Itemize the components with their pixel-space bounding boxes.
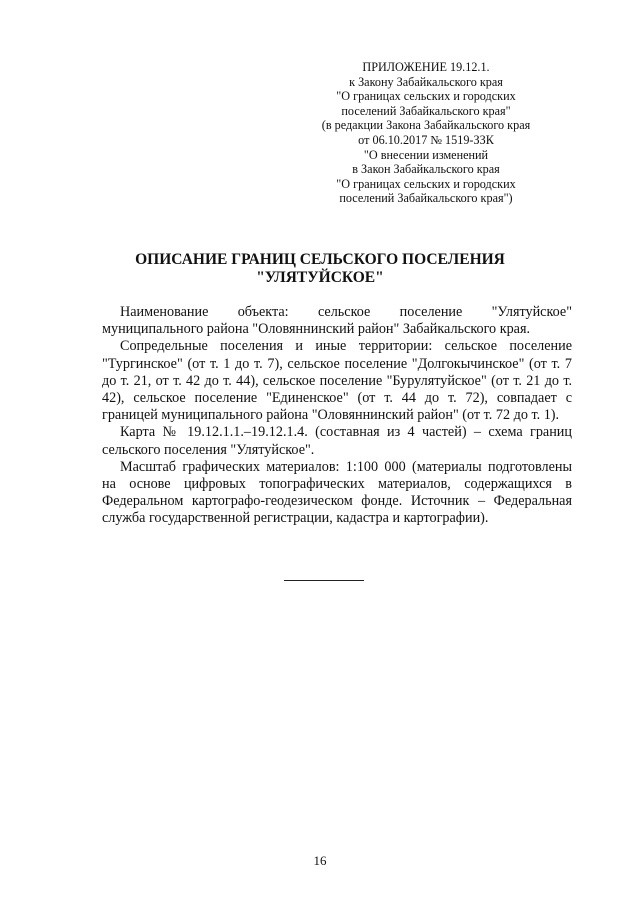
paragraph-object-name: Наименование объекта: сельское поселение "Улятуйское" муниципального района "Оловяннинский район" Забайкальского края. — [102, 304, 572, 338]
paragraph-adjacent-territories: Сопредельные поселения и иные территории: сельское поселение "Тургинское" (от т. 1 до т. 7), сельское поселение "Долгокычинское" (от т. 7 до т. 21, от т. 42 до т. 44), сельское поселение "Бурулятуйское" (от т. 21 до т. 42), сельское поселение "Единенское" (от т. 44 до т. 72), совпадает с границей муниципального района "Оловяннинский район" (от т. 72 до т. 1). — [102, 338, 572, 424]
annex-line: в Закон Забайкальского края — [352, 162, 500, 177]
annex-line: поселений Забайкальского края") — [339, 191, 513, 206]
annex-line: ПРИЛОЖЕНИЕ 19.12.1. — [362, 60, 490, 74]
annex-line: от 06.10.2017 № 1519-ЗЗК — [358, 132, 494, 147]
annex-line: поселений Забайкальского края" — [341, 103, 511, 118]
page-number: 16 — [313, 853, 327, 868]
annex-line: к Закону Забайкальского края — [349, 74, 503, 89]
annex-line: (в редакции Закона Забайкальского края — [321, 118, 531, 133]
paragraph-map-reference: Карта № 19.12.1.1.–19.12.1.4. (составная из 4 частей) – схема границ сельского поселения "Улятуйское". — [102, 424, 572, 458]
separator-line — [284, 580, 364, 581]
annex-header — [300, 60, 552, 206]
title-line-2: "УЛЯТУЙСКОЕ" — [256, 269, 384, 286]
title-line-1: ОПИСАНИЕ ГРАНИЦ СЕЛЬСКОГО ПОСЕЛЕНИЯ — [135, 251, 505, 268]
document-title — [60, 251, 580, 287]
annex-line: "О границах сельских и городских — [336, 89, 516, 104]
annex-line: "О внесении изменений — [363, 147, 489, 162]
document-body — [102, 304, 572, 528]
annex-line: "О границах сельских и городских — [336, 176, 516, 191]
paragraph-scale: Масштаб графических материалов: 1:100 000 (материалы подготовлены на основе цифровых топографических материалов, содержащихся в Федеральном картографо-геодезическом фонде. Источник – Федеральная служба государственной регистрации, кадастра и картографии). — [102, 458, 572, 527]
